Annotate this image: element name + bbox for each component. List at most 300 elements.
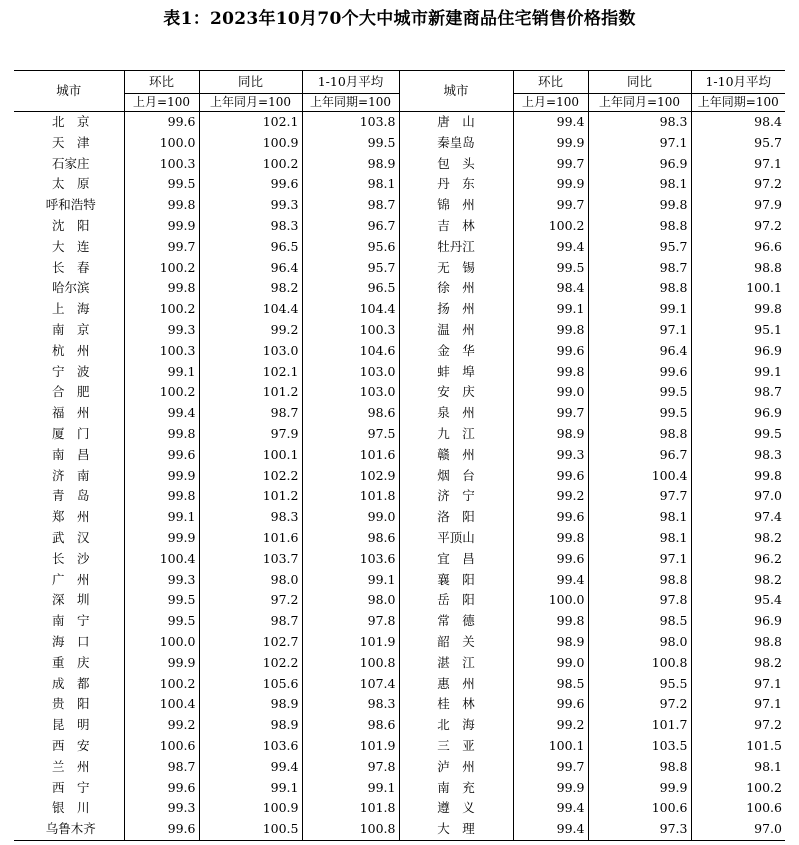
table-row <box>14 674 785 695</box>
yoy-cell: 99.5 <box>588 382 691 403</box>
city-name-cell: 遵 义 <box>399 798 513 819</box>
city-name-cell: 韶 关 <box>399 632 513 653</box>
avg-header: 1-10月平均 <box>691 71 785 94</box>
yoy-cell: 98.7 <box>199 611 302 632</box>
avg-cell: 98.3 <box>302 694 399 715</box>
mom-cell: 99.6 <box>513 549 588 570</box>
table-row <box>14 778 785 799</box>
mom-cell: 99.3 <box>124 570 199 591</box>
table-row <box>14 424 785 445</box>
avg-cell: 100.6 <box>691 798 785 819</box>
city-name-cell: 郑 州 <box>51 509 90 525</box>
mom-cell: 99.9 <box>124 528 199 549</box>
city-name-cell: 长 沙 <box>51 550 90 566</box>
yoy-cell: 98.8 <box>588 570 691 591</box>
yoy-cell: 104.4 <box>199 299 302 320</box>
table-row <box>14 466 785 487</box>
city-name-cell: 唐 山 <box>399 112 513 133</box>
mom-cell: 99.3 <box>513 445 588 466</box>
table-row <box>14 133 785 154</box>
mom-cell: 99.2 <box>513 486 588 507</box>
mom-cell: 99.6 <box>513 507 588 528</box>
yoy-cell: 101.7 <box>588 715 691 736</box>
yoy-cell: 100.5 <box>199 819 302 840</box>
yoy-cell: 99.1 <box>199 778 302 799</box>
table-row <box>14 382 785 403</box>
yoy-cell: 99.4 <box>199 757 302 778</box>
city-name-cell: 大 理 <box>399 819 513 840</box>
city-name-cell: 济 宁 <box>399 486 513 507</box>
mom-cell: 99.9 <box>124 466 199 487</box>
mom-cell: 100.0 <box>124 632 199 653</box>
avg-cell: 101.9 <box>302 632 399 653</box>
yoy-cell: 97.8 <box>588 590 691 611</box>
city-name-cell: 兰 州 <box>51 758 90 774</box>
city-header: 城市 <box>399 71 513 112</box>
avg-cell: 98.1 <box>691 757 785 778</box>
avg-cell: 97.2 <box>691 174 785 195</box>
table-row <box>14 507 785 528</box>
mom-cell: 99.9 <box>513 778 588 799</box>
avg-cell: 100.3 <box>302 320 399 341</box>
city-name-cell: 泸 州 <box>399 757 513 778</box>
avg-cell: 99.5 <box>691 424 785 445</box>
avg-cell: 98.6 <box>302 403 399 424</box>
mom-cell: 98.4 <box>513 278 588 299</box>
mom-cell: 99.3 <box>124 320 199 341</box>
yoy-cell: 98.8 <box>588 278 691 299</box>
table-body <box>14 112 785 841</box>
yoy-cell: 98.7 <box>588 258 691 279</box>
city-name-cell: 呼和浩特 <box>45 197 96 213</box>
table-row <box>14 653 785 674</box>
yoy-cell: 98.9 <box>199 694 302 715</box>
city-name-cell: 上 海 <box>51 301 90 317</box>
yoy-cell: 98.8 <box>588 757 691 778</box>
mom-header: 环比 <box>513 71 588 94</box>
city-name-cell: 洛 阳 <box>399 507 513 528</box>
mom-cell: 99.5 <box>124 590 199 611</box>
yoy-cell: 103.0 <box>199 341 302 362</box>
mom-cell: 100.0 <box>513 590 588 611</box>
avg-cell: 98.2 <box>691 528 785 549</box>
yoy-cell: 97.2 <box>588 694 691 715</box>
city-name-cell: 福 州 <box>51 405 90 421</box>
city-name-cell: 无 锡 <box>399 258 513 279</box>
city-name-cell: 烟 台 <box>399 466 513 487</box>
city-name-cell: 宜 昌 <box>399 549 513 570</box>
city-name-cell: 天 津 <box>51 134 90 150</box>
city-name-cell: 湛 江 <box>399 653 513 674</box>
avg-cell: 95.7 <box>691 133 785 154</box>
mom-cell: 99.4 <box>513 112 588 133</box>
city-name-cell: 南 宁 <box>51 613 90 629</box>
yoy-cell: 103.5 <box>588 736 691 757</box>
yoy-cell: 100.2 <box>199 154 302 175</box>
mom-cell: 99.8 <box>124 278 199 299</box>
table-row <box>14 341 785 362</box>
mom-cell: 99.9 <box>513 133 588 154</box>
city-name-cell: 金 华 <box>399 341 513 362</box>
yoy-cell: 97.1 <box>588 549 691 570</box>
yoy-cell: 99.3 <box>199 195 302 216</box>
yoy-cell: 100.6 <box>588 798 691 819</box>
avg-cell: 104.4 <box>302 299 399 320</box>
city-name-cell: 丹 东 <box>399 174 513 195</box>
avg-cell: 96.9 <box>691 403 785 424</box>
mom-cell: 100.3 <box>124 341 199 362</box>
mom-cell: 100.4 <box>124 549 199 570</box>
mom-cell: 99.9 <box>124 216 199 237</box>
mom-cell: 99.1 <box>513 299 588 320</box>
city-name-cell: 南 昌 <box>51 446 90 462</box>
yoy-cell: 97.1 <box>588 133 691 154</box>
yoy-cell: 98.1 <box>588 528 691 549</box>
city-name-cell: 济 南 <box>51 467 90 483</box>
city-name-cell: 昆 明 <box>51 717 90 733</box>
avg-cell: 97.1 <box>691 674 785 695</box>
mom-cell: 99.7 <box>513 403 588 424</box>
mom-cell: 99.6 <box>124 819 199 840</box>
yoy-cell: 102.2 <box>199 466 302 487</box>
avg-cell: 103.6 <box>302 549 399 570</box>
mom-cell: 99.6 <box>124 112 199 133</box>
city-name-cell: 赣 州 <box>399 445 513 466</box>
mom-cell: 99.3 <box>124 798 199 819</box>
city-name-cell: 青 岛 <box>51 488 90 504</box>
avg-cell: 97.1 <box>691 694 785 715</box>
table-row <box>14 590 785 611</box>
mom-cell: 99.4 <box>513 819 588 840</box>
yoy-cell: 96.5 <box>199 237 302 258</box>
yoy-cell: 102.2 <box>199 653 302 674</box>
table-row <box>14 757 785 778</box>
avg-cell: 97.8 <box>302 757 399 778</box>
mom-cell: 100.1 <box>513 736 588 757</box>
city-name-cell: 温 州 <box>399 320 513 341</box>
avg-base-header: 上年同期=100 <box>691 94 785 112</box>
mom-cell: 100.2 <box>513 216 588 237</box>
avg-header: 1-10月平均 <box>302 71 399 94</box>
table-row <box>14 154 785 175</box>
table-row <box>14 570 785 591</box>
city-name-cell: 岳 阳 <box>399 590 513 611</box>
avg-cell: 98.2 <box>691 653 785 674</box>
yoy-cell: 100.9 <box>199 133 302 154</box>
mom-cell: 99.7 <box>513 757 588 778</box>
city-name-cell: 锦 州 <box>399 195 513 216</box>
mom-cell: 98.9 <box>513 424 588 445</box>
mom-cell: 100.2 <box>124 382 199 403</box>
table-row <box>14 819 785 840</box>
mom-cell: 99.5 <box>124 611 199 632</box>
yoy-cell: 98.1 <box>588 507 691 528</box>
avg-base-header: 上年同期=100 <box>302 94 399 112</box>
avg-cell: 98.6 <box>302 715 399 736</box>
yoy-header: 同比 <box>199 71 302 94</box>
mom-cell: 99.5 <box>124 174 199 195</box>
yoy-cell: 95.7 <box>588 237 691 258</box>
table-row <box>14 486 785 507</box>
yoy-cell: 98.5 <box>588 611 691 632</box>
table-row <box>14 258 785 279</box>
mom-cell: 99.4 <box>513 570 588 591</box>
avg-cell: 95.4 <box>691 590 785 611</box>
city-name-cell: 泉 州 <box>399 403 513 424</box>
yoy-cell: 98.8 <box>588 216 691 237</box>
table-row <box>14 632 785 653</box>
yoy-header: 同比 <box>588 71 691 94</box>
avg-cell: 98.0 <box>302 590 399 611</box>
avg-cell: 96.6 <box>691 237 785 258</box>
city-name-cell: 长 春 <box>51 259 90 275</box>
city-name-cell: 武 汉 <box>51 529 90 545</box>
mom-cell: 99.4 <box>513 237 588 258</box>
yoy-cell: 95.5 <box>588 674 691 695</box>
yoy-cell: 97.9 <box>199 424 302 445</box>
mom-cell: 99.8 <box>513 528 588 549</box>
mom-cell: 99.0 <box>513 653 588 674</box>
mom-cell: 99.6 <box>124 445 199 466</box>
avg-cell: 99.8 <box>691 299 785 320</box>
avg-cell: 100.2 <box>691 778 785 799</box>
yoy-cell: 99.8 <box>588 195 691 216</box>
yoy-cell: 100.8 <box>588 653 691 674</box>
yoy-cell: 98.3 <box>588 112 691 133</box>
avg-cell: 98.1 <box>302 174 399 195</box>
mom-cell: 98.7 <box>124 757 199 778</box>
city-name-cell: 西 宁 <box>51 779 90 795</box>
table-row <box>14 362 785 383</box>
avg-cell: 101.5 <box>691 736 785 757</box>
city-name-cell: 秦皇岛 <box>399 133 513 154</box>
city-name-cell: 南 京 <box>51 321 90 337</box>
avg-cell: 97.4 <box>691 507 785 528</box>
table-row <box>14 549 785 570</box>
mom-cell: 100.3 <box>124 154 199 175</box>
city-name-cell: 牡丹江 <box>399 237 513 258</box>
city-name-cell: 徐 州 <box>399 278 513 299</box>
yoy-cell: 96.9 <box>588 154 691 175</box>
avg-cell: 107.4 <box>302 674 399 695</box>
yoy-cell: 98.3 <box>199 216 302 237</box>
mom-header: 环比 <box>124 71 199 94</box>
city-name-cell: 宁 波 <box>51 363 90 379</box>
mom-cell: 100.2 <box>124 299 199 320</box>
mom-base-header: 上月=100 <box>124 94 199 112</box>
avg-cell: 97.0 <box>691 819 785 840</box>
avg-cell: 100.8 <box>302 653 399 674</box>
yoy-cell: 97.1 <box>588 320 691 341</box>
mom-cell: 99.5 <box>513 258 588 279</box>
city-name-cell: 深 圳 <box>51 592 90 608</box>
avg-cell: 100.1 <box>691 278 785 299</box>
yoy-cell: 98.9 <box>199 715 302 736</box>
city-name-cell: 平顶山 <box>399 528 513 549</box>
table-row <box>14 715 785 736</box>
mom-cell: 99.8 <box>513 611 588 632</box>
table-row <box>14 299 785 320</box>
mom-cell: 100.0 <box>124 133 199 154</box>
avg-cell: 96.9 <box>691 341 785 362</box>
table-row <box>14 216 785 237</box>
avg-cell: 96.9 <box>691 611 785 632</box>
avg-cell: 99.1 <box>691 362 785 383</box>
avg-cell: 101.8 <box>302 486 399 507</box>
avg-cell: 103.8 <box>302 112 399 133</box>
mom-cell: 100.4 <box>124 694 199 715</box>
yoy-cell: 102.1 <box>199 362 302 383</box>
table-row <box>14 278 785 299</box>
city-name-cell: 大 连 <box>51 238 90 254</box>
city-name-cell: 沈 阳 <box>51 217 90 233</box>
avg-cell: 97.1 <box>691 154 785 175</box>
city-name-cell: 哈尔滨 <box>51 280 90 296</box>
yoy-cell: 97.7 <box>588 486 691 507</box>
avg-cell: 98.4 <box>691 112 785 133</box>
avg-cell: 98.6 <box>302 528 399 549</box>
table-row <box>14 694 785 715</box>
yoy-cell: 99.9 <box>588 778 691 799</box>
table-row <box>14 611 785 632</box>
avg-cell: 101.9 <box>302 736 399 757</box>
city-name-cell: 西 安 <box>51 737 90 753</box>
yoy-cell: 99.1 <box>588 299 691 320</box>
avg-cell: 96.5 <box>302 278 399 299</box>
avg-cell: 100.8 <box>302 819 399 840</box>
mom-cell: 98.9 <box>513 632 588 653</box>
city-header: 城市 <box>14 71 124 112</box>
yoy-cell: 102.1 <box>199 112 302 133</box>
mom-cell: 99.8 <box>124 424 199 445</box>
table-row <box>14 174 785 195</box>
mom-cell: 99.4 <box>513 798 588 819</box>
avg-cell: 95.7 <box>302 258 399 279</box>
table-row <box>14 237 785 258</box>
mom-cell: 99.0 <box>513 382 588 403</box>
city-name-cell: 厦 门 <box>51 425 90 441</box>
city-name-cell: 北 京 <box>51 114 90 129</box>
mom-cell: 98.5 <box>513 674 588 695</box>
yoy-cell: 98.2 <box>199 278 302 299</box>
city-name-cell: 襄 阳 <box>399 570 513 591</box>
mom-cell: 99.4 <box>124 403 199 424</box>
city-name-cell: 广 州 <box>51 571 90 587</box>
avg-cell: 102.9 <box>302 466 399 487</box>
mom-base-header: 上月=100 <box>513 94 588 112</box>
avg-cell: 96.2 <box>691 549 785 570</box>
city-name-cell: 合 肥 <box>51 384 90 400</box>
avg-cell: 103.0 <box>302 382 399 403</box>
mom-cell: 99.1 <box>124 507 199 528</box>
table-row <box>14 528 785 549</box>
city-name-cell: 包 头 <box>399 154 513 175</box>
mom-cell: 99.6 <box>513 694 588 715</box>
city-name-cell: 扬 州 <box>399 299 513 320</box>
avg-cell: 98.2 <box>691 570 785 591</box>
table-title: 表1：2023年10月70个大中城市新建商品住宅销售价格指数 <box>163 9 636 29</box>
mom-cell: 99.8 <box>124 486 199 507</box>
avg-cell: 98.7 <box>691 382 785 403</box>
table-row <box>14 320 785 341</box>
avg-cell: 97.9 <box>691 195 785 216</box>
yoy-cell: 98.8 <box>588 424 691 445</box>
avg-cell: 95.1 <box>691 320 785 341</box>
mom-cell: 99.2 <box>513 715 588 736</box>
yoy-cell: 96.4 <box>588 341 691 362</box>
yoy-cell: 98.3 <box>199 507 302 528</box>
avg-cell: 97.2 <box>691 715 785 736</box>
price-index-table <box>14 70 785 841</box>
table-header <box>14 71 785 112</box>
avg-cell: 99.5 <box>302 133 399 154</box>
mom-cell: 99.8 <box>124 195 199 216</box>
avg-cell: 104.6 <box>302 341 399 362</box>
avg-cell: 98.3 <box>691 445 785 466</box>
mom-cell: 99.2 <box>124 715 199 736</box>
mom-cell: 99.8 <box>513 362 588 383</box>
mom-cell: 99.9 <box>124 653 199 674</box>
mom-cell: 99.9 <box>513 174 588 195</box>
yoy-cell: 101.2 <box>199 382 302 403</box>
table-row <box>14 798 785 819</box>
city-name-cell: 贵 阳 <box>51 696 90 712</box>
avg-cell: 97.8 <box>302 611 399 632</box>
yoy-cell: 103.6 <box>199 736 302 757</box>
avg-cell: 97.5 <box>302 424 399 445</box>
mom-cell: 99.6 <box>513 466 588 487</box>
table-row <box>14 403 785 424</box>
yoy-cell: 103.7 <box>199 549 302 570</box>
city-name-cell: 成 都 <box>51 675 90 691</box>
avg-cell: 98.8 <box>691 632 785 653</box>
mom-cell: 99.8 <box>513 320 588 341</box>
yoy-cell: 98.1 <box>588 174 691 195</box>
yoy-cell: 101.2 <box>199 486 302 507</box>
table-row <box>14 736 785 757</box>
yoy-base-header: 上年同月=100 <box>199 94 302 112</box>
yoy-cell: 97.2 <box>199 590 302 611</box>
avg-cell: 99.1 <box>302 570 399 591</box>
avg-cell: 98.7 <box>302 195 399 216</box>
city-name-cell: 安 庆 <box>399 382 513 403</box>
city-name-cell: 南 充 <box>399 778 513 799</box>
city-name-cell: 常 德 <box>399 611 513 632</box>
city-name-cell: 桂 林 <box>399 694 513 715</box>
city-name-cell: 太 原 <box>51 176 90 192</box>
yoy-cell: 99.5 <box>588 403 691 424</box>
avg-cell: 98.8 <box>691 258 785 279</box>
city-name-cell: 重 庆 <box>51 654 90 670</box>
city-name-cell: 石家庄 <box>51 155 90 171</box>
table-row <box>14 112 785 133</box>
mom-cell: 100.2 <box>124 258 199 279</box>
avg-cell: 96.7 <box>302 216 399 237</box>
mom-cell: 99.7 <box>513 195 588 216</box>
yoy-cell: 100.4 <box>588 466 691 487</box>
yoy-cell: 97.3 <box>588 819 691 840</box>
avg-cell: 99.1 <box>302 778 399 799</box>
avg-cell: 99.0 <box>302 507 399 528</box>
avg-cell: 98.9 <box>302 154 399 175</box>
city-name-cell: 吉 林 <box>399 216 513 237</box>
avg-cell: 99.8 <box>691 466 785 487</box>
avg-cell: 101.8 <box>302 798 399 819</box>
yoy-cell: 101.6 <box>199 528 302 549</box>
yoy-cell: 105.6 <box>199 674 302 695</box>
city-name-cell: 杭 州 <box>51 342 90 358</box>
mom-cell: 99.7 <box>124 237 199 258</box>
